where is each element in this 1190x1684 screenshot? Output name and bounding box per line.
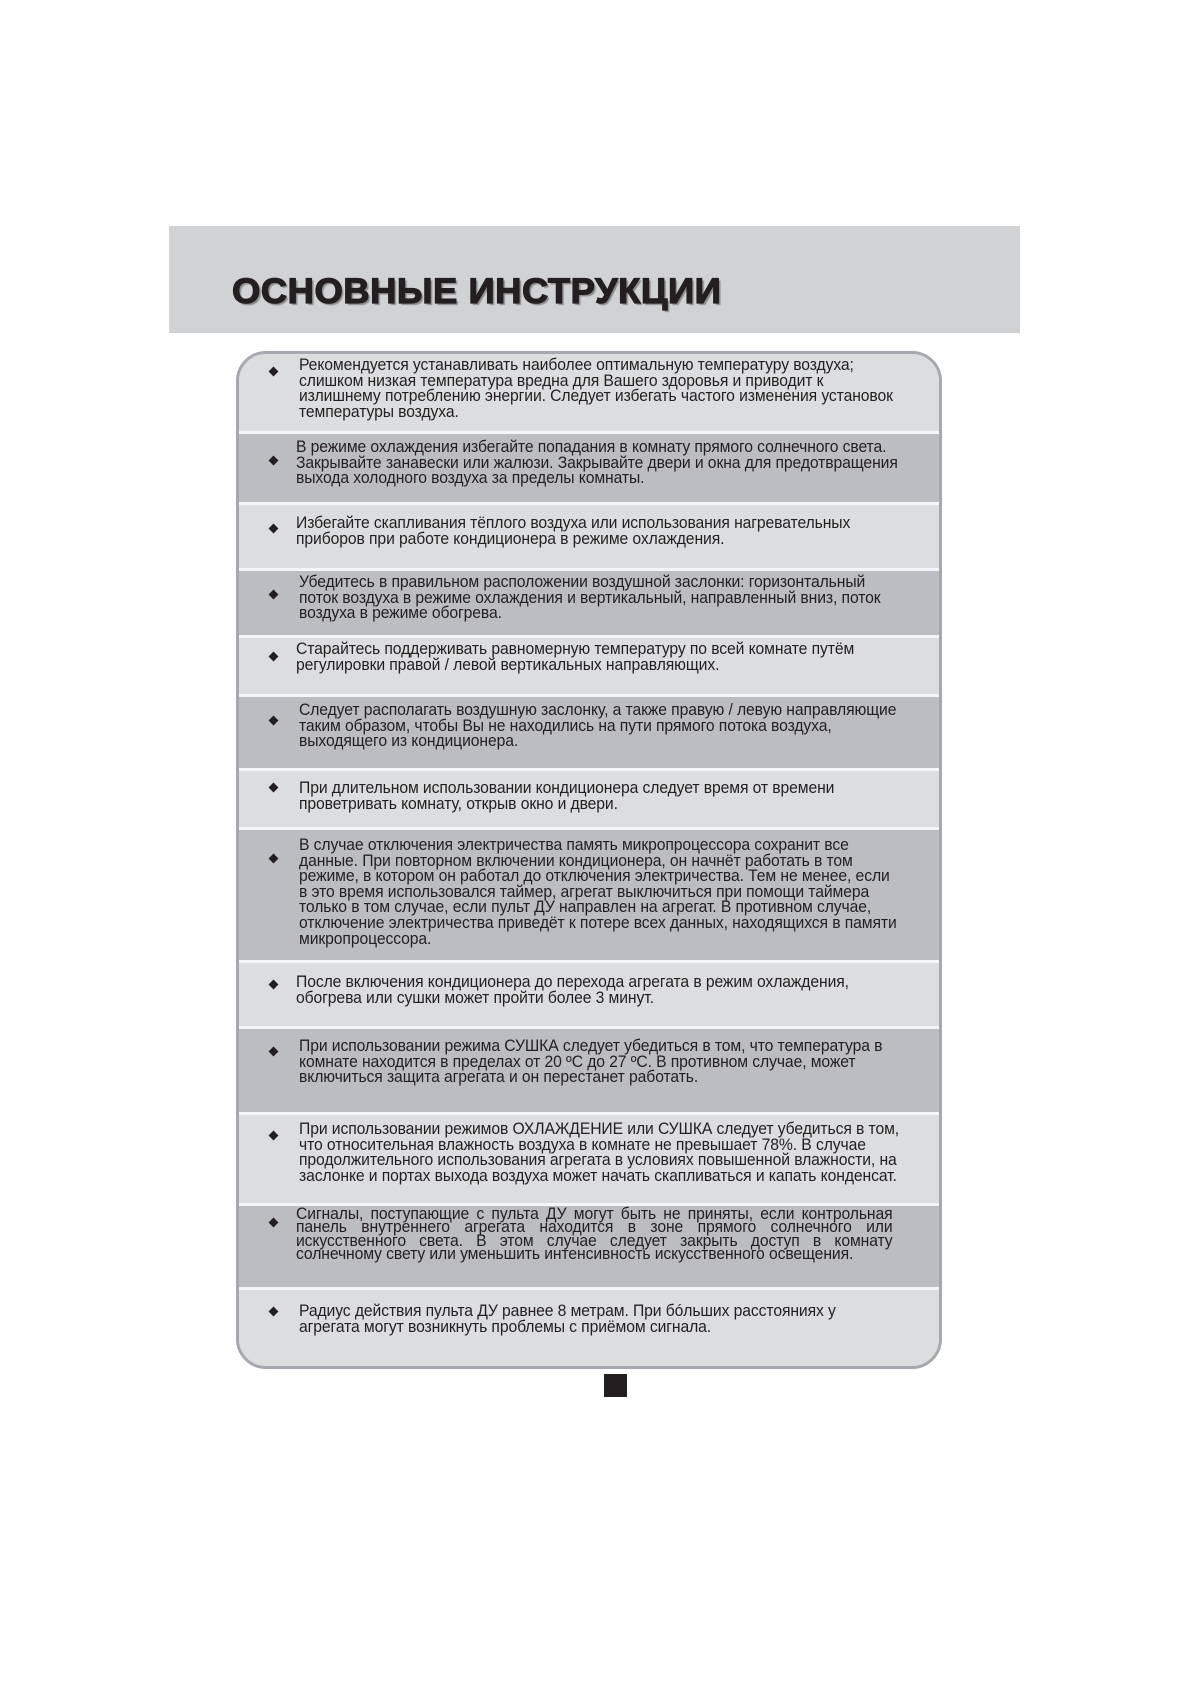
instruction-item <box>239 431 939 503</box>
diamond-bullet-icon <box>269 456 279 466</box>
header-band <box>169 226 1020 333</box>
instruction-item <box>239 354 939 433</box>
instruction-text: Старайтесь поддерживать равномерную температуру по всей комнате путём регулировки правой / левой вертикальных направляющих. <box>296 640 855 674</box>
instruction-item <box>239 1203 939 1288</box>
instruction-item <box>239 694 939 769</box>
instruction-text: После включения кондиционера до перехода агрегата в режим охлаждения, обогрева или сушки может пройти более 3 минут. <box>296 973 849 1007</box>
diamond-bullet-icon <box>269 1307 279 1317</box>
instruction-item <box>239 827 939 962</box>
diamond-bullet-icon <box>269 1047 279 1057</box>
instruction-item <box>239 1026 939 1113</box>
instruction-text: В режиме охлаждения избегайте попадания в комнату прямого солнечного света. Закрывайте занавески или жалюзи. Закрывайте двери и окна для предотвращения выхода холодного воздуха за пределы комнаты. <box>296 438 898 488</box>
diamond-bullet-icon <box>269 367 279 377</box>
instruction-text: Рекомендуется устанавливать наиболее оптимальную температуру воздуха; слишком низкая температура вредна для Вашего здоровья и приводит к излишнему потреблению энергии. Следует избегать частого изменения установок температуры воздуха. <box>299 356 893 421</box>
diamond-bullet-icon <box>269 783 279 793</box>
instruction-text: При использовании режимов ОХЛАЖДЕНИЕ или СУШКА следует убедиться в том, что относительная влажность воздуха в комнате не превышает 78%. В случае продолжительного использования агрегата в условиях повышенной влажности, на заслонке и портах выхода воздуха может начать скапливаться и капать конденсат. <box>299 1120 900 1185</box>
instruction-text: Убедитесь в правильном расположении воздушной заслонки: горизонтальный поток воздуха в режиме охлаждения и вертикальный, направленный вниз, поток воздуха в режиме обогрева. <box>299 573 881 623</box>
instruction-item <box>239 768 939 828</box>
instructions-box <box>236 351 942 1369</box>
instruction-text: Сигналы, поступающие с пульта ДУ могут быть не приняты, если контрольная панель внутреннего агрегата находится в зоне прямого солнечного или искусственного света. В этом случае следует закрыть доступ в комнату солнечному свету или уменьшить интенсивность искусственного освещения. <box>296 1205 893 1264</box>
instruction-item <box>239 960 939 1027</box>
instruction-text: Радиус действия пульта ДУ равнее 8 метрам. При бóльших расстояниях у агрегата могут возникнуть проблемы с приёмом сигнала. <box>299 1302 836 1336</box>
diamond-bullet-icon <box>269 980 279 990</box>
instruction-item <box>239 1287 939 1367</box>
diamond-bullet-icon <box>269 854 279 864</box>
diamond-bullet-icon <box>269 524 279 534</box>
page-marker-square-icon <box>604 1374 627 1397</box>
diamond-bullet-icon <box>269 590 279 600</box>
page-title: ОСНОВНЫЕ ИНСТРУКЦИИ <box>232 272 722 311</box>
instruction-text: При длительном использовании кондиционера следует время от времени проветривать комнату, открыв окно и двери. <box>299 779 835 813</box>
diamond-bullet-icon <box>269 716 279 726</box>
instruction-text: В случае отключения электричества память микропроцессора сохранит все данные. При повторном включении кондиционера, он начнёт работать в том режиме, в котором он работал до отключения электричества. Тем не менее, если в это время использовался таймер, агрегат выключиться при помощи таймера только в том случае, если пульт ДУ направлен на агрегат. В противном случае, отключение электричества приведёт к потере всех данных, находящихся в памяти микропроцессора. <box>299 836 897 948</box>
diamond-bullet-icon <box>269 652 279 662</box>
diamond-bullet-icon <box>269 1218 279 1228</box>
instruction-text: Следует располагать воздушную заслонку, а также правую / левую направляющие таким образом, чтобы Вы не находились на пути прямого потока воздуха, выходящего из кондиционера. <box>299 701 897 751</box>
diamond-bullet-icon <box>269 1131 279 1141</box>
instruction-text: При использовании режима СУШКА следует убедиться в том, что температура в комнате находится в пределах от 20 ºС до 27 ºС. В противном случае, может включиться защита агрегата и он перестанет работать. <box>299 1037 883 1087</box>
instruction-item <box>239 568 939 636</box>
instruction-text: Избегайте скапливания тёплого воздуха или использования нагревательных приборов при работе кондиционера в режиме охлаждения. <box>296 514 851 548</box>
instruction-item <box>239 635 939 695</box>
instruction-item <box>239 502 939 569</box>
instruction-item <box>239 1112 939 1204</box>
